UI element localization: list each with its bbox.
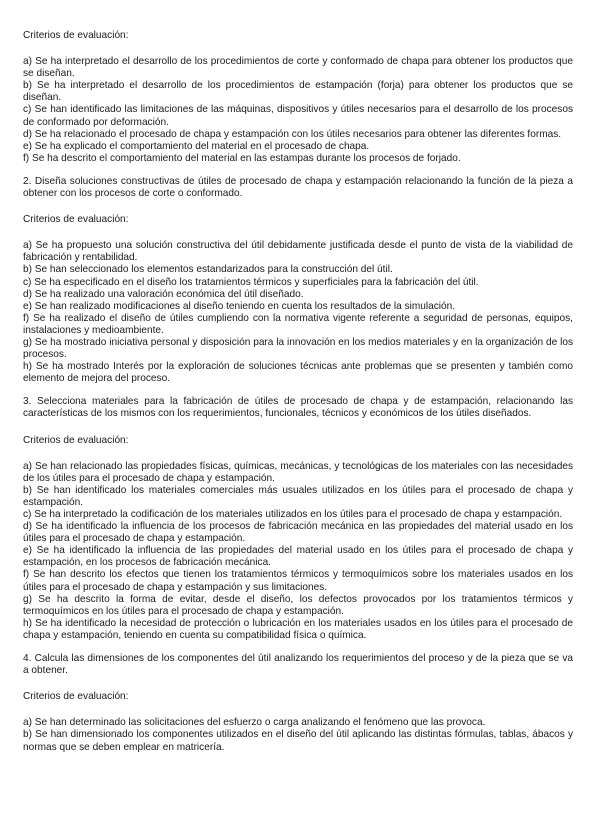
criterion-item: f) Se han descrito los efectos que tienen los tratamientos térmicos y termoquímicos sobre los materiales usados en los útiles para el procesado de chapa y estampación y sus limitaciones. <box>23 569 573 593</box>
criterion-item: d) Se ha relacionado el procesado de chapa y estampación con los útiles necesarios para obtener las diferentes formas. <box>23 128 562 140</box>
learning-outcome-4: 4. Calcula las dimensiones de los componentes del útil analizando los requerimientos del proceso y de la pieza que se va a obtener. <box>23 653 573 677</box>
criterion-item: e) Se ha explicado el comportamiento del material en el procesado de chapa. <box>23 140 370 152</box>
criterion-item: b) Se ha interpretado el desarrollo de los procedimientos de estampación (forja) para obtener los productos que se diseñan. <box>23 80 573 104</box>
learning-outcome-3: 3. Selecciona materiales para la fabricación de útiles de procesado de chapa y de estampación, relacionando las características de los mismos con los requerimientos, funcionales, técnicos y económicos de los útiles diseñados. <box>23 396 573 420</box>
criterion-item: h) Se ha identificado la necesidad de protección o lubricación en los materiales usados en los útiles para el procesado de chapa y estampación, teniendo en cuenta su compatibilidad física o química. <box>23 617 573 641</box>
criterion-item: a) Se han determinado las solicitaciones del esfuerzo o carga analizando el fenómeno que las provoca. <box>23 717 486 729</box>
criterion-item: b) Se han identificado los materiales comerciales más usuales utilizados en los útiles para el procesado de chapa y estampación. <box>23 484 573 508</box>
document-page <box>23 30 573 765</box>
criterion-item: e) Se ha identificado la influencia de las propiedades del material usado en los útiles para el procesado de chapa y estampación, en los procesos de fabricación mecánica. <box>23 545 573 569</box>
criterion-item: f) Se ha realizado el diseño de útiles cumpliendo con la normativa vigente referente a seguridad de personas, equipos, instalaciones y medioambiente. <box>23 312 573 336</box>
criterion-item: a) Se ha interpretado el desarrollo de los procedimientos de corte y conformado de chapa para obtener los productos que se diseñan. <box>23 56 573 80</box>
criteria-heading: Criterios de evaluación: <box>23 691 129 703</box>
criterion-item: f) Se ha descrito el comportamiento del material en las estampas durante los procesos de forjado. <box>23 152 461 164</box>
criterion-item: d) Se ha realizado una valoración económica del útil diseñado. <box>23 288 304 300</box>
criteria-list <box>23 56 573 165</box>
criterion-item: d) Se ha identificado la influencia de los procesos de fabricación mecánica en las propiedades del material usado en los útiles para el procesado de chapa y estampación. <box>23 521 573 545</box>
criterion-item: c) Se ha especificado en el diseño los tratamientos térmicos y superficiales para la fabricación del útil. <box>23 276 479 288</box>
criterion-item: c) Se han identificado las limitaciones de las máquinas, dispositivos y útiles necesarios para el desarrollo de los procesos de conformado por deformación. <box>23 104 573 128</box>
criteria-list <box>23 240 573 385</box>
criteria-heading: Criterios de evaluación: <box>23 30 129 41</box>
criteria-list <box>23 461 573 642</box>
criterion-item: a) Se ha propuesto una solución constructiva del útil debidamente justificada desde el punto de vista de la viabilidad de fabricación y rentabilidad. <box>23 240 573 264</box>
criterion-item: a) Se han relacionado las propiedades físicas, químicas, mecánicas, y tecnológicas de los materiales con las necesidades de los útiles para el procesado de chapa y estampación. <box>23 460 573 484</box>
criteria-heading: Criterios de evaluación: <box>23 434 129 446</box>
criterion-item: e) Se han realizado modificaciones al diseño teniendo en cuenta los resultados de la simulación. <box>23 300 456 312</box>
criteria-heading: Criterios de evaluación: <box>23 214 129 226</box>
criterion-item: c) Se ha interpretado la codificación de los materiales utilizados en los útiles para el procesado de chapa y estampación. <box>23 509 563 520</box>
criterion-item: b) Se han dimensionado los componentes utilizados en el diseño del útil aplicando las distintas fórmulas, tablas, ábacos y normas que se deben emplear en matricería. <box>23 729 573 753</box>
criterion-item: g) Se ha mostrado iniciativa personal y disposición para la innovación en los medios materiales y en la organización de los procesos. <box>23 336 573 361</box>
criterion-item: g) Se ha descrito la forma de evitar, desde el diseño, los defectos provocados por los tratamientos térmicos y termoquímicos en los útiles para el procesado de chapa y estampación. <box>23 593 573 617</box>
criterion-item: h) Se ha mostrado Interés por la exploración de soluciones técnicas ante problemas que se presenten y también como elemento de mejora del proceso. <box>23 361 573 385</box>
learning-outcome-2: 2. Diseña soluciones constructivas de útiles de procesado de chapa y estampación relacionando la función de la pieza a obtener con los procesos de corte o conformado. <box>23 175 573 200</box>
criteria-list <box>23 717 573 753</box>
criterion-item: b) Se han seleccionado los elementos estandarizados para la construcción del útil. <box>23 264 393 276</box>
